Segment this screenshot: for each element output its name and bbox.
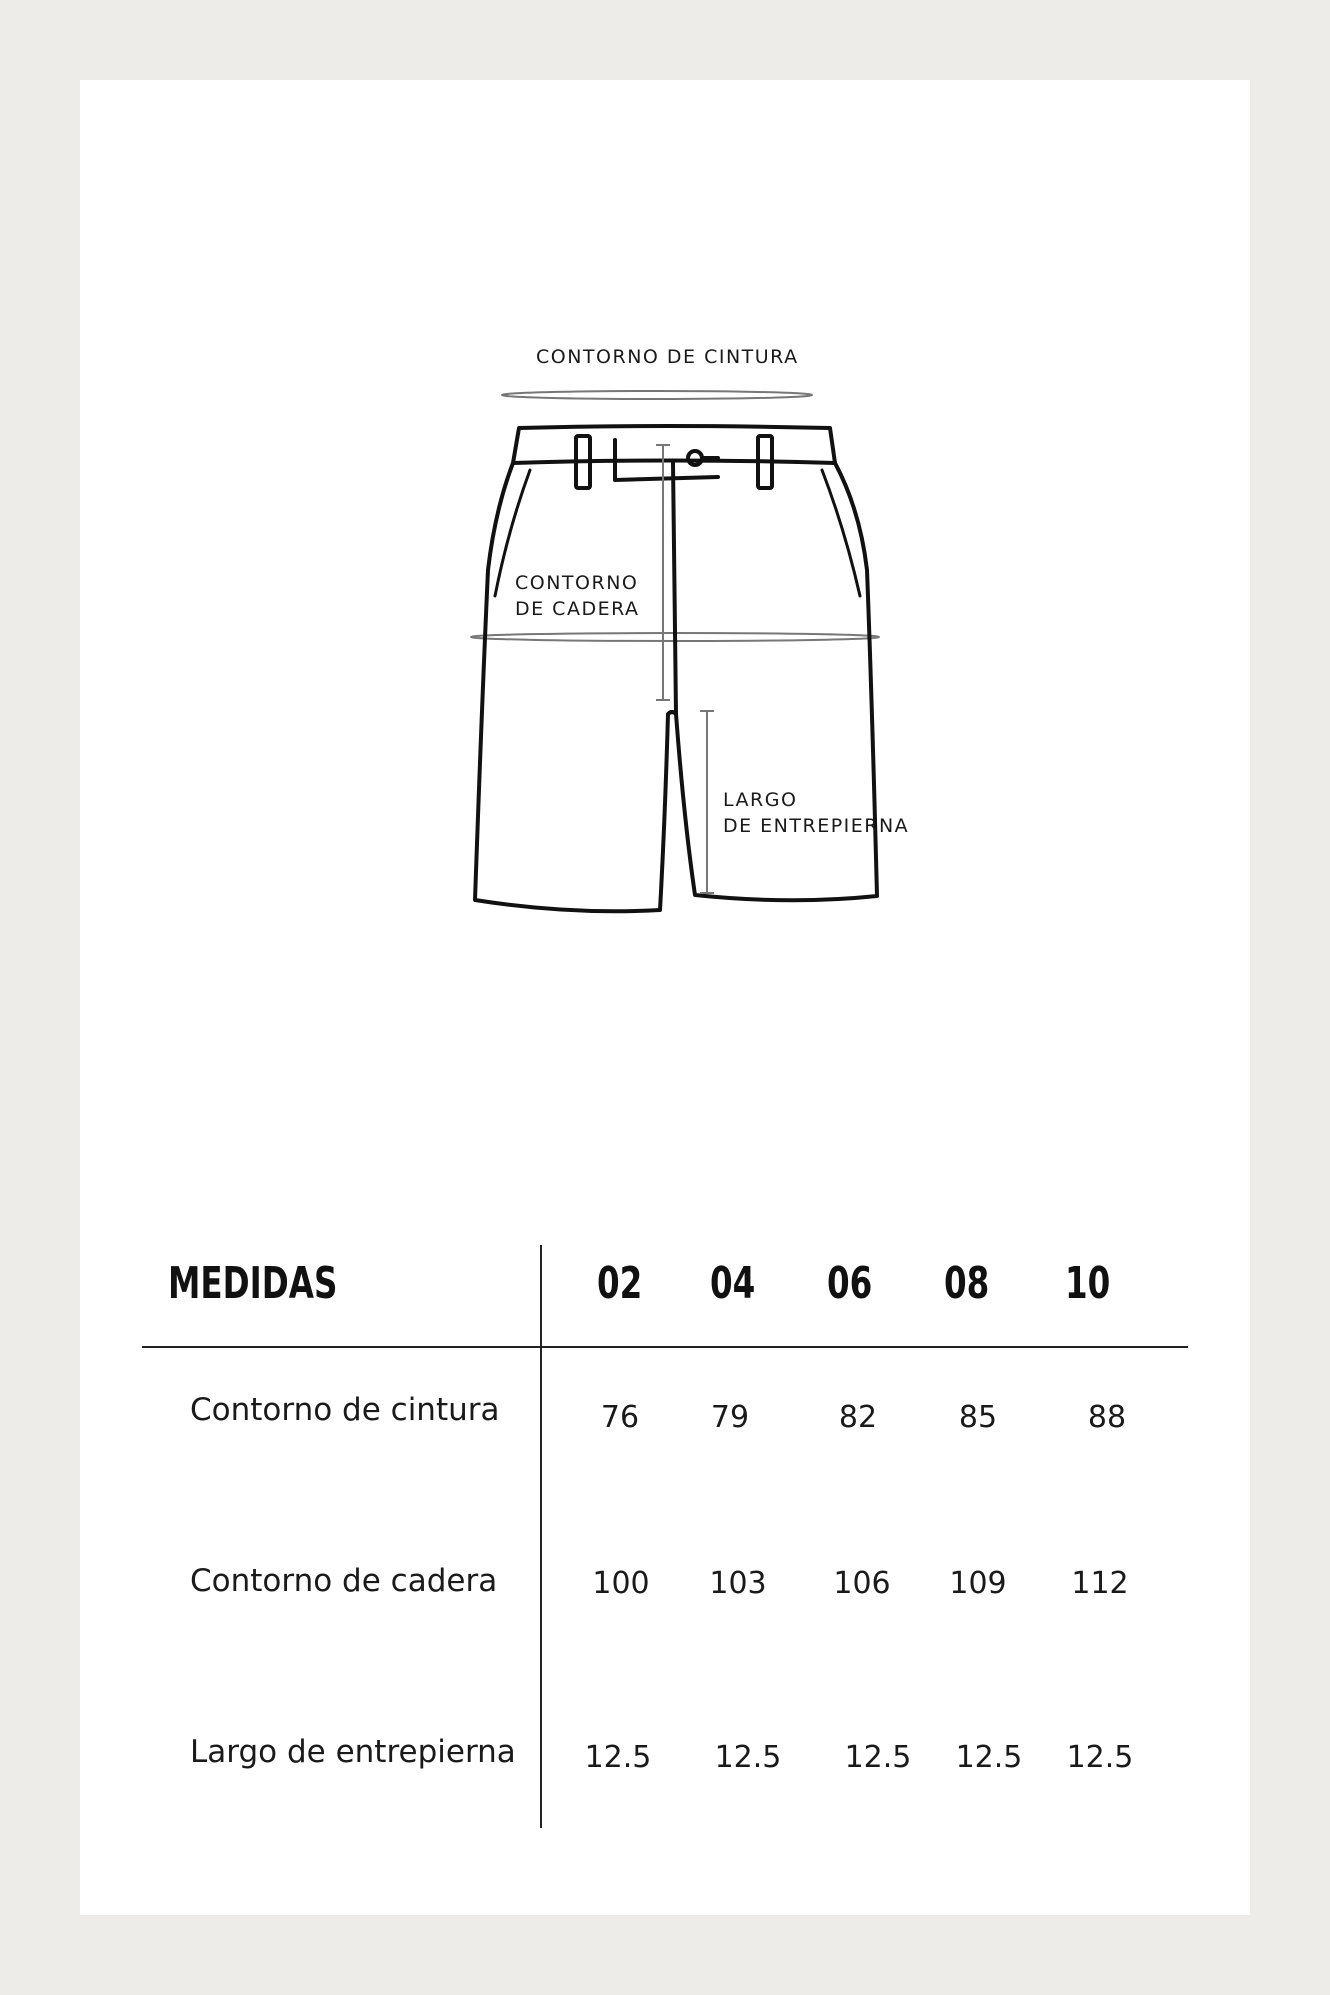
row-label-waist: Contorno de cintura (190, 1392, 500, 1428)
size-header-4: 08 (944, 1258, 990, 1309)
table-cell: 12.5 (584, 1740, 652, 1775)
size-header-1: 02 (597, 1258, 643, 1309)
row-label-inseam: Largo de entrepierna (190, 1734, 516, 1770)
table-cell: 82 (838, 1400, 878, 1435)
hip-label (515, 570, 640, 622)
hip-label-line2: DE CADERA (515, 598, 640, 620)
table-column-divider (540, 1245, 542, 1828)
table-header-divider (142, 1346, 1188, 1348)
table-cell: 85 (958, 1400, 998, 1435)
hip-label-line1: CONTORNO (515, 572, 639, 594)
table-cell: 100 (592, 1566, 650, 1601)
table-cell: 112 (1071, 1566, 1129, 1601)
size-header-3: 06 (827, 1258, 873, 1309)
table-cell: 79 (710, 1400, 750, 1435)
inseam-label-line1: LARGO (723, 789, 798, 811)
row-label-hip: Contorno de cadera (190, 1563, 498, 1599)
table-cell: 12.5 (955, 1740, 1023, 1775)
table-cell: 76 (600, 1400, 640, 1435)
table-cell: 12.5 (1066, 1740, 1134, 1775)
table-cell: 103 (709, 1566, 767, 1601)
size-header-5: 10 (1065, 1258, 1111, 1309)
table-cell: 12.5 (844, 1740, 912, 1775)
inseam-label (723, 787, 909, 839)
table-cell: 109 (949, 1566, 1007, 1601)
inseam-label-line2: DE ENTREPIERNA (723, 815, 910, 837)
size-header-2: 04 (710, 1258, 756, 1309)
waist-label: CONTORNO DE CINTURA (536, 346, 799, 368)
table-title: MEDIDAS (168, 1258, 338, 1309)
table-cell: 88 (1087, 1400, 1127, 1435)
table-cell: 12.5 (714, 1740, 782, 1775)
table-cell: 106 (833, 1566, 891, 1601)
